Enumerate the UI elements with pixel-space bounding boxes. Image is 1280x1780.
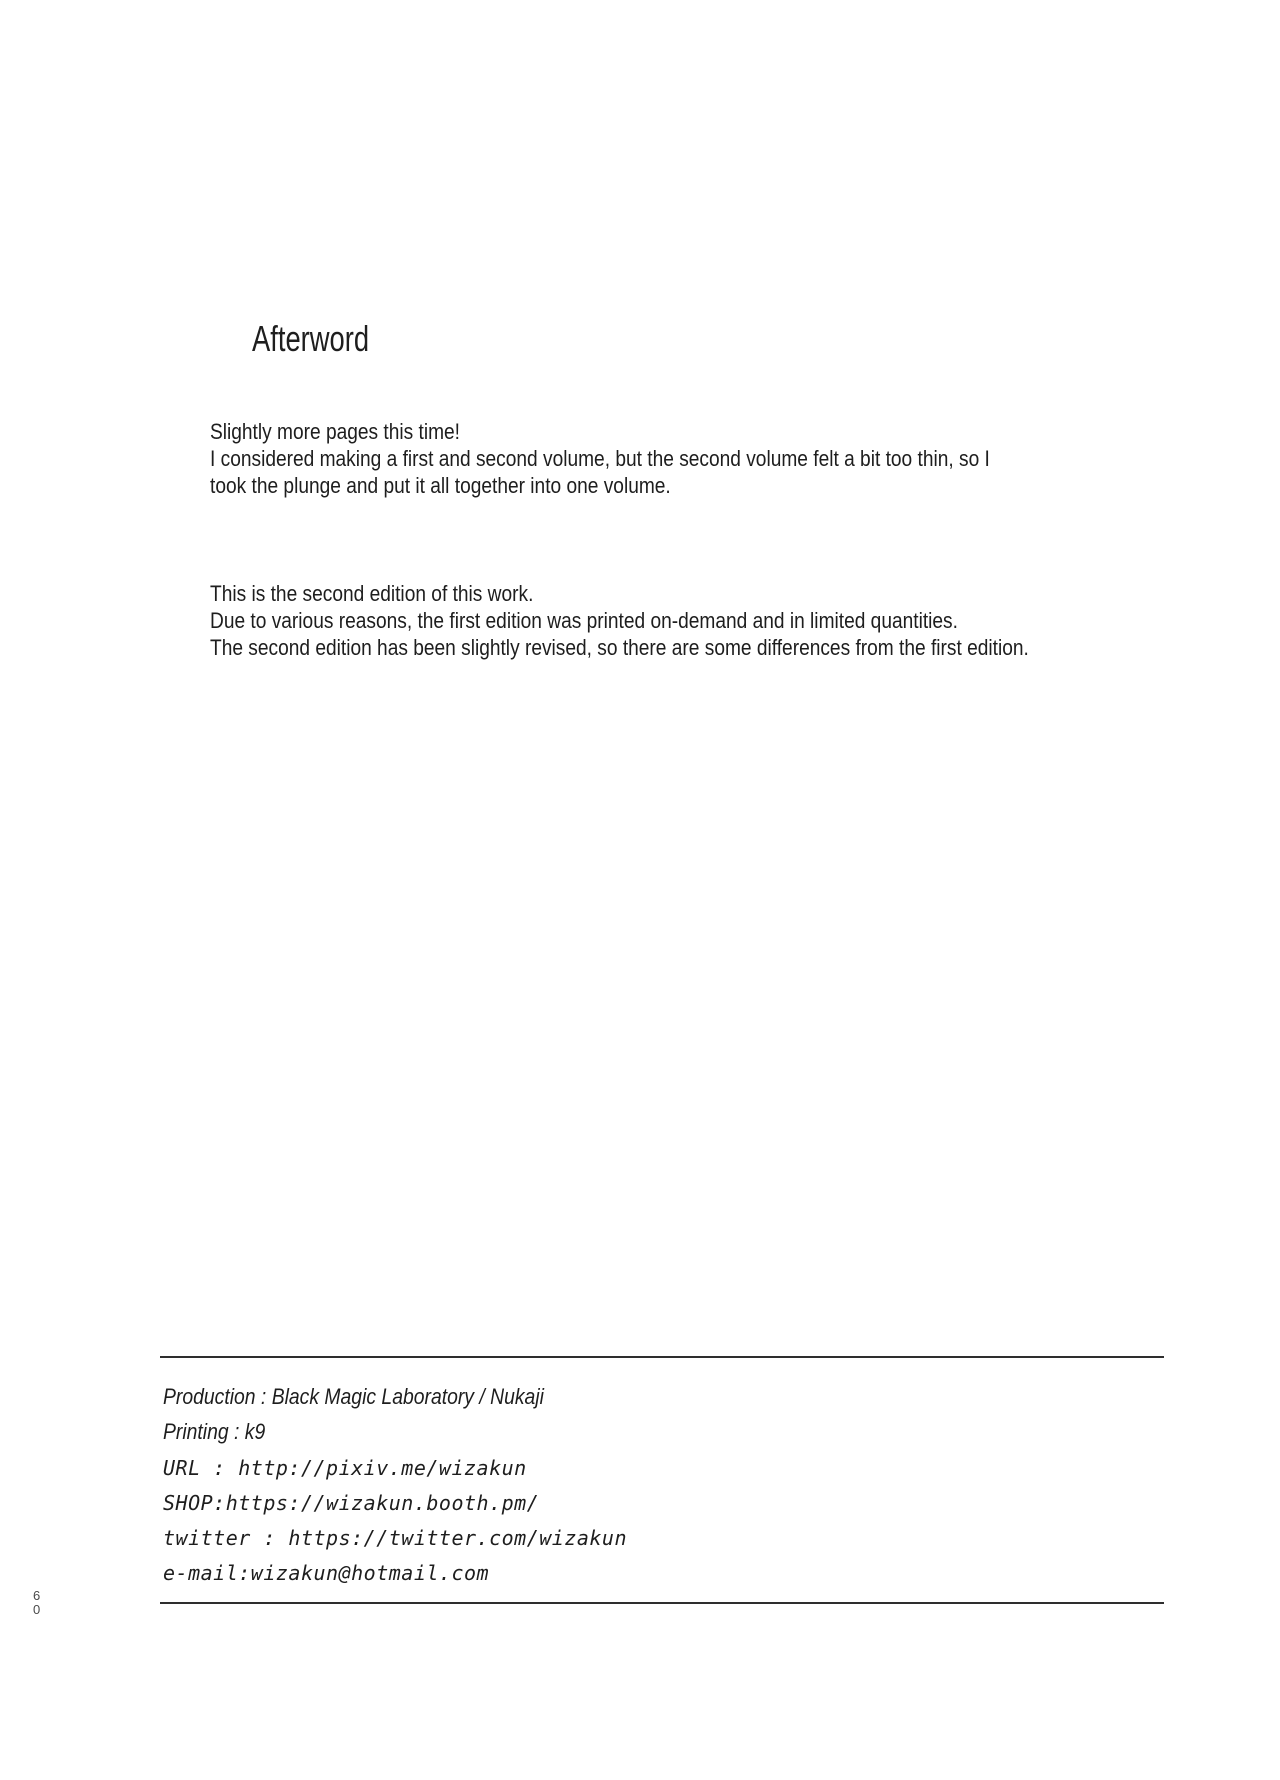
credit-shop: SHOP:https://wizakun.booth.pm/: [163, 1491, 540, 1515]
credit-production: [163, 1385, 596, 1409]
paragraph-line: This is the second edition of this work.: [210, 581, 534, 606]
paragraph-second-edition-lines: [210, 580, 1029, 661]
paragraph-line: I considered making a first and second volume, but the second volume felt a bit too thin, so I: [210, 446, 990, 471]
divider-bottom: [160, 1602, 1164, 1604]
paragraph-intro-lines: [210, 418, 990, 499]
credit-email: e-mail:wizakun@hotmail.com: [163, 1561, 490, 1585]
paragraph-line: Due to various reasons, the first edition was printed on-demand and in limited quantities.: [210, 608, 958, 633]
divider-top: [160, 1356, 1164, 1358]
credit-production-text: Production : Black Magic Laboratory / Nukaji: [163, 1384, 544, 1409]
paragraph-intro: [210, 418, 1106, 499]
paragraph-second-edition: [210, 580, 1151, 661]
paragraph-line: The second edition has been slightly revised, so there are some differences from the first edition.: [210, 635, 1029, 660]
page-title-text: Afterword: [252, 318, 370, 359]
credit-url: URL : http://pixiv.me/wizakun: [163, 1456, 527, 1480]
paragraph-line: took the plunge and put it all together into one volume.: [210, 473, 671, 498]
page-title: [252, 320, 406, 358]
credit-twitter: twitter : https://twitter.com/wizakun: [163, 1526, 628, 1550]
page-number-digit: 6: [33, 1588, 41, 1603]
credit-printing: [163, 1420, 279, 1444]
page-number-digit: 0: [33, 1602, 41, 1617]
page-number: [33, 1589, 40, 1617]
paragraph-line: Slightly more pages this time!: [210, 419, 460, 444]
credit-printing-text: Printing : k9: [163, 1419, 266, 1444]
